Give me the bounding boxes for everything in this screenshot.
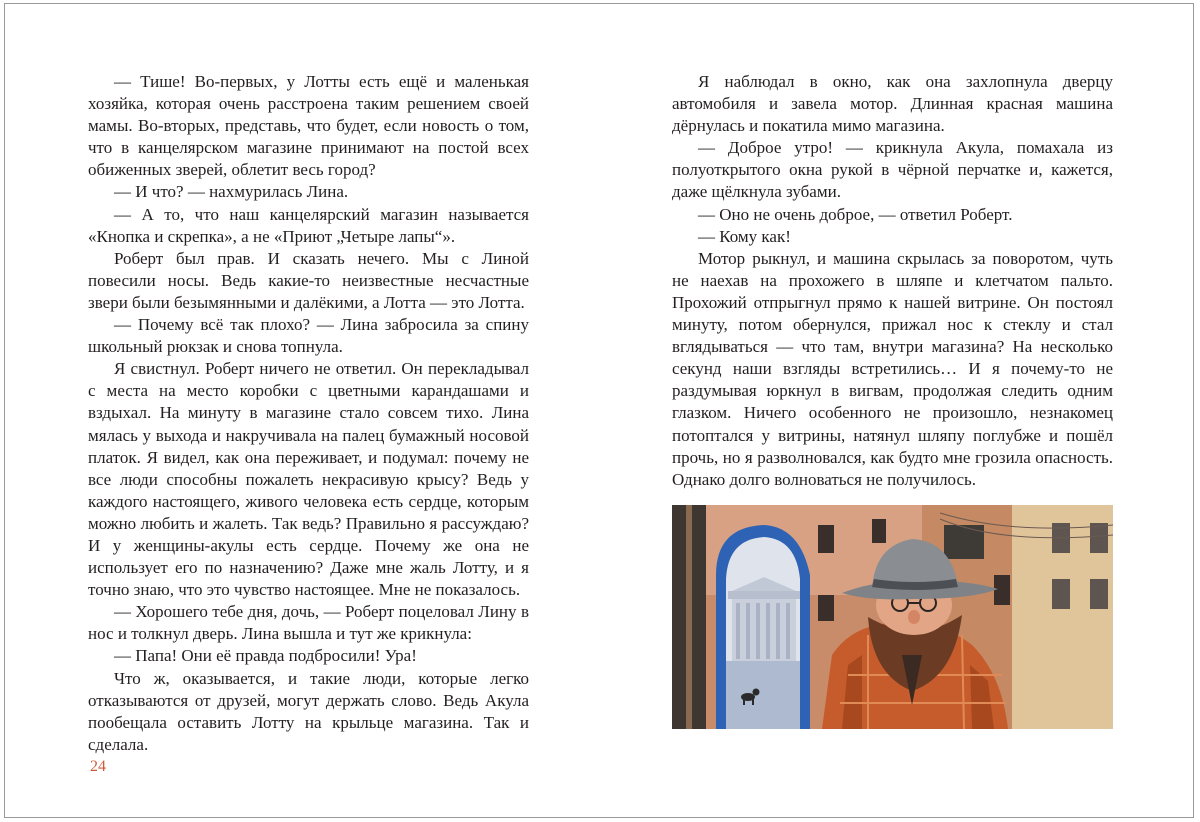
left-page-text	[88, 71, 529, 756]
paragraph: Я наблюдал в окно, как она захлопнула дверцу автомобиля и завела мотор. Длинная красная машина дёрнулась и покатила мимо магазина.	[672, 72, 1113, 136]
paragraph: Роберт был прав. И сказать нечего. Мы с Линой повесили носы. Ведь какие-то неизвестные несчастные звери были безымянными и далёкими, а Лотта — это Лотта.	[88, 248, 529, 312]
paragraph: — Папа! Они её правда подбросили! Ура!	[114, 646, 417, 666]
paragraph: — И что? — нахмурилась Лина.	[114, 182, 349, 202]
paragraph: — Оно не очень доброе, — ответил Роберт.	[698, 204, 1013, 224]
paragraph: — Кому как!	[698, 226, 791, 246]
paragraph: Я свистнул. Роберт ничего не ответил. Он перекладывал с места на место коробки с цветными карандашами и вздыхал. На минуту в магазине стало совсем тихо. Лина мялась у выхода и накручивала на палец бумажный носовой платок. Я видел, как она переживает, и подумал: почему не все люди способны пожалеть некрасивую крысу? Ведь у каждого настоящего, живого человека есть сердце, которым можно любить и жалеть. Так ведь? Правильно я рассуждаю? И у женщины-акулы есть сердце. Почему же она не использует его по назначению? Даже мне жаль Лотту, и я точно знаю, что это чувство настоящее. Мне не показалось.	[88, 359, 529, 600]
paragraph: — Почему всё так плохо? — Лина забросила за спину школьный рюкзак и снова топнула.	[88, 315, 529, 357]
illustration-image	[672, 505, 1113, 729]
paragraph: — Тише! Во-первых, у Лотты есть ещё и маленькая хозяйка, которая очень расстроена таким решением своей мамы. Во-вторых, представь, что будет, если новость о том, что в канцелярском магазине принимают на постой всех обиженных зверей, облетит весь город?	[88, 72, 529, 180]
paragraph: — Доброе утро! — крикнула Акула, помахала из полуоткрытого окна рукой в чёрной перчатке и, кажется, даже щёлкнула зубами.	[672, 138, 1113, 202]
illustration-man-in-hat	[672, 505, 1113, 729]
paragraph: — Хорошего тебе дня, дочь, — Роберт поцеловал Лину в нос и толкнул дверь. Лина вышла и тут же крикнула:	[88, 602, 529, 644]
right-page-text	[672, 71, 1113, 491]
paragraph: — А то, что наш канцелярский магазин называется «Кнопка и скрепка», а не «Приют „Четыре лапы“».	[88, 204, 529, 246]
paragraph: Что ж, оказывается, и такие люди, которые легко отказываются от друзей, могут держать слово. Ведь Акула пообещала оставить Лотту на крыльце магазина. Так и сделала.	[88, 668, 529, 754]
paragraph: Мотор рыкнул, и машина скрылась за поворотом, чуть не наехав на прохожего в шляпе и клетчатом пальто. Прохожий отпрыгнул прямо к нашей витрине. Он постоял минуту, потом обернулся, прижал нос к стеклу и стал вглядываться — что там, внутри магазина? На несколько секунд наши взгляды встретились… И я почему-то не раздумывая юркнул в вигвам, продолжая следить одним глазком. Ничего особенного не произошло, незнакомец потоптался у витрины, натянул шляпу поглубже и пошёл прочь, но я разволновался, как будто мне грозила опасность. Однако долго волноваться не получилось.	[672, 248, 1113, 489]
page-number: 24	[90, 758, 106, 775]
